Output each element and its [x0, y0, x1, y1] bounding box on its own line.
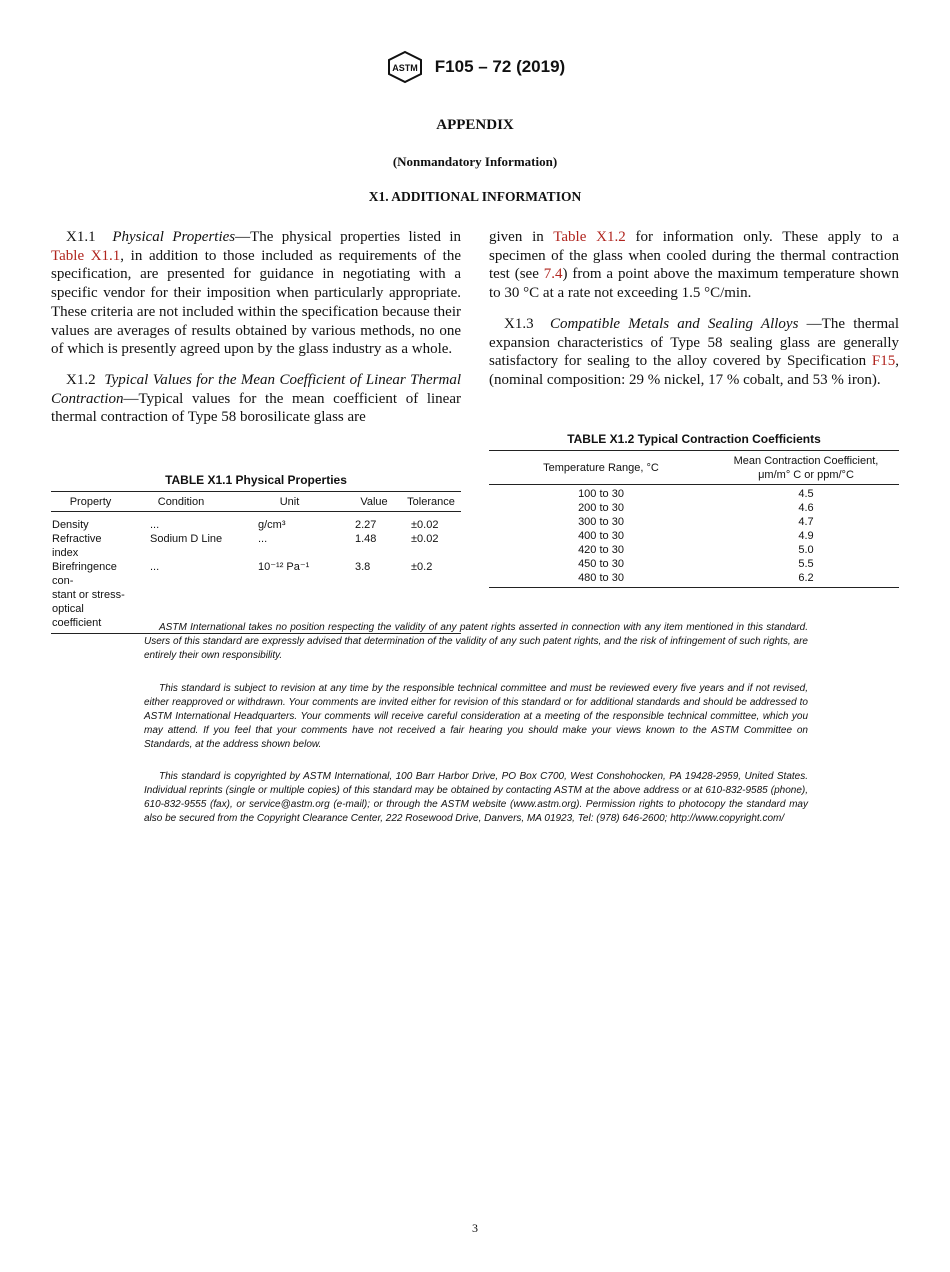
table-row: 420 to 30 5.0 — [578, 544, 814, 556]
left-column — [51, 228, 461, 439]
paragraph-x1-1: X1.1 Physical Properties—The physical properties listed in Table X1.1, in addition to those included as requirements of the specification, are presented for guidance in negotiating with a specific vendor for their imposition when particularly appropriate. These criteria are not included within the specification because their values are averages of results obtained by various methods, no one of which is presently agreed upon by the glass industry as a whole. — [51, 229, 462, 358]
table2-header-coefficient: Mean Contraction Coefficient, μm/m° C or ppm/°C — [713, 451, 899, 485]
table-x1-2 — [489, 450, 899, 588]
table-row: Refractive index Sodium D Line ... 1.48 ±0.02 — [52, 533, 439, 559]
copyright-notice: This standard is copyrighted by ASTM International, 100 Barr Harbor Drive, PO Box C700, West Conshohocken, PA 19428-2959, United States. Individual reprints (single or multiple copies) of this standard may be obtained by contacting ASTM at the above address or at 610-832-9585 (phone), 610-832-9555 (fax), or service@astm.org (e-mail); or through the ASTM website (www.astm.org). Permission rights to photocopy the standard may also be secured from the Copyright Clearance Center, 222 Rosewood Drive, Danvers, MA 01923, Tel: (978) 646-2600; http://www.copyright.com/ — [144, 771, 808, 824]
table1-header-condition: Condition — [130, 492, 232, 512]
paragraph-x1-2-continued: given in Table X1.2 for information only. These apply to a specimen of the glass when cooled during the thermal contraction test (see 7.4) from a point above the maximum temperature shown to 30 °C at a rate not exceeding 1.5 °C/min. — [489, 229, 899, 302]
table1-header-value: Value — [347, 492, 401, 512]
table-x1-1-link[interactable]: Table X1.1 — [51, 247, 121, 264]
table-row: Birefringence con- ... 10⁻¹² Pa⁻¹ 3.8 ±0.2 — [52, 561, 433, 587]
paragraph-x1-3: X1.3 Compatible Metals and Sealing Alloys —The thermal expansion characteristics of Type 58 sealing glass are generally satisfactory for sealing to the alloy covered by Specification F15, (nominal composition: 29 % nickel, 17 % cobalt, and 53 % iron). — [489, 315, 900, 388]
table1-header-property: Property — [51, 492, 130, 512]
table-row: Density ... g/cm³ 2.27 ±0.02 — [52, 519, 439, 531]
right-column — [489, 228, 899, 402]
table-row: 100 to 30 4.5 — [578, 488, 814, 500]
table-x1-2-caption: TABLE X1.2 Typical Contraction Coefficients — [567, 432, 821, 446]
table-row: 400 to 30 4.9 — [578, 530, 814, 542]
f15-link[interactable]: F15 — [871, 353, 896, 370]
nonmandatory-heading: (Nonmandatory Information) — [392, 154, 558, 169]
table-row: 300 to 30 4.7 — [578, 516, 814, 528]
table-row: stant or stress- — [52, 589, 125, 601]
table-x1-1-caption: TABLE X1.1 Physical Properties — [165, 473, 347, 487]
astm-logo-icon — [385, 50, 425, 84]
section-heading: X1. ADDITIONAL INFORMATION — [368, 189, 582, 204]
page-number: 3 — [472, 1221, 478, 1235]
table1-header-unit: Unit — [232, 492, 347, 512]
standard-designation: F105 – 72 (2019) — [434, 57, 566, 76]
table-row: 480 to 30 6.2 — [489, 571, 899, 588]
astm-logo-text: ASTM — [392, 63, 418, 73]
table1-header-tolerance: Tolerance — [401, 492, 461, 512]
page-header — [0, 50, 950, 84]
table-row: 200 to 30 4.6 — [578, 502, 814, 514]
table-x1-1 — [51, 491, 461, 634]
table-row: 450 to 30 5.5 — [578, 558, 814, 570]
table-x1-2-link[interactable]: Table X1.2 — [553, 229, 626, 245]
paragraph-x1-2: X1.2 Typical Values for the Mean Coefficient of Linear Thermal Contraction—Typical values for the mean coefficient of linear thermal contraction of Type 58 borosilicate glass are — [51, 371, 461, 426]
table-row: optical coefficient — [51, 602, 461, 634]
appendix-heading: APPENDIX — [436, 117, 514, 133]
patent-notice: ASTM International takes no position respecting the validity of any patent rights asserted in connection with any item mentioned in this standard. Users of this standard are expressly advised that determination of the validity of any such patent rights, and the risk of infringement of such rights, are entirely their own responsibility. — [144, 622, 808, 661]
section-7-4-link[interactable]: 7.4 — [543, 266, 563, 283]
table2-header-temperature: Temperature Range, °C — [489, 451, 713, 485]
revision-notice: This standard is subject to revision at any time by the responsible technical committee and must be reviewed every five years and if not revised, either reapproved or withdrawn. Your comments are invited either for revision of this standard or for additional standards and should be addressed to ASTM International Headquarters. Your comments will receive careful consideration at a meeting of the responsible technical committee, which you may attend. If you feel that your comments have not received a fair hearing you should make your views known to the ASTM Committee on Standards, at the address shown below. — [144, 683, 808, 750]
